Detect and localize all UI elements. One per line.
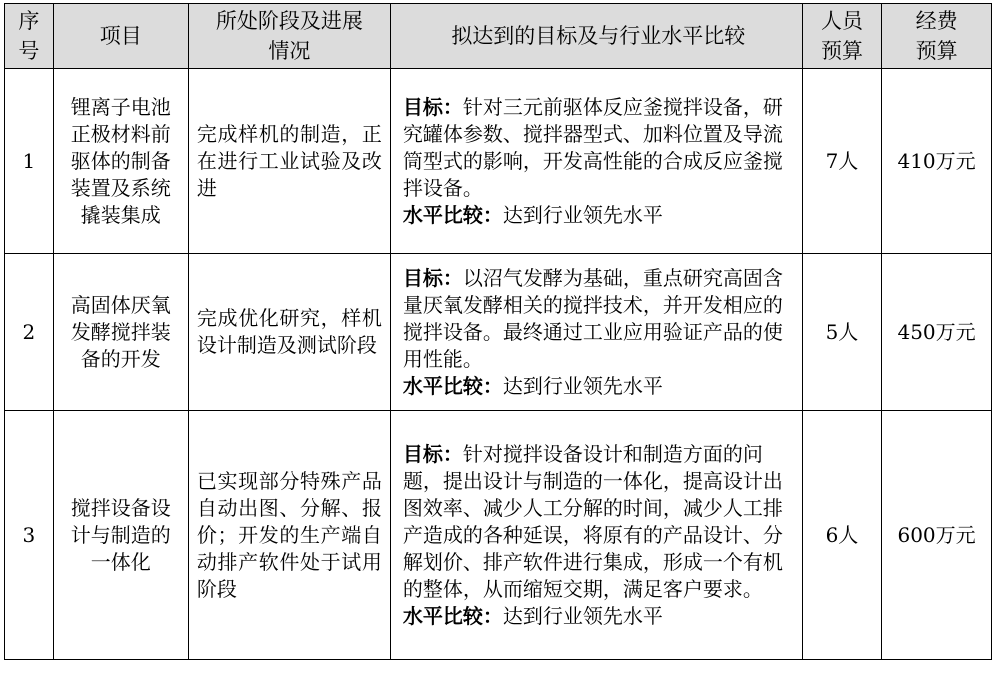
goal-label: 目标： bbox=[402, 94, 463, 119]
goal-text: 以沼气发酵为基础，重点研究高固含量厌氧发酵相关的搅拌技术，并开发相应的搅拌设备。最终通过工业应用验证产品的使用性能。 bbox=[402, 265, 783, 371]
row-number: 3 bbox=[5, 411, 54, 660]
project-goal bbox=[390, 411, 802, 660]
project-name: 高固体厌氧发酵搅拌装备的开发 bbox=[53, 254, 188, 411]
header-staff: 人员预算 bbox=[802, 4, 881, 69]
project-goal bbox=[390, 69, 802, 254]
row-number: 2 bbox=[5, 254, 54, 411]
goal-text: 针对三元前驱体反应釜搅拌设备，研究罐体参数、搅拌器型式、加料位置及导流筒型式的影响，开发高性能的合成反应釜搅拌设备。 bbox=[402, 94, 783, 200]
project-goal bbox=[390, 254, 802, 411]
staff-budget: 7人 bbox=[802, 69, 881, 254]
goal-label: 目标： bbox=[402, 265, 463, 290]
row-number: 1 bbox=[5, 69, 54, 254]
table-row bbox=[5, 69, 992, 254]
level-label: 水平比较： bbox=[402, 373, 503, 398]
staff-budget: 6人 bbox=[802, 411, 881, 660]
project-name: 锂离子电池正极材料前驱体的制备装置及系统撬装集成 bbox=[53, 69, 188, 254]
level-label: 水平比较： bbox=[402, 202, 503, 227]
header-funds: 经费预算 bbox=[882, 4, 992, 69]
goal-text: 针对搅拌设备设计和制造方面的问题，提出设计与制造的一体化，提高设计出图效率、减少人工分解的时间，减少人工排产造成的各种延误，将原有的产品设计、分解划价、排产软件进行集成，形成一个有机的整体，从而缩短交期，满足客户要求。 bbox=[402, 441, 783, 601]
rd-projects-table bbox=[4, 3, 992, 660]
level-label: 水平比较： bbox=[402, 603, 503, 628]
header-item: 项目 bbox=[53, 4, 188, 69]
table-row bbox=[5, 411, 992, 660]
level-text: 达到行业领先水平 bbox=[502, 373, 663, 398]
level-text: 达到行业领先水平 bbox=[502, 603, 663, 628]
project-stage: 已实现部分特殊产品自动出图、分解、报价；开发的生产端自动排产软件处于试用阶段 bbox=[188, 411, 390, 660]
funds-budget: 450万元 bbox=[882, 254, 992, 411]
project-stage: 完成优化研究，样机设计制造及测试阶段 bbox=[188, 254, 390, 411]
table-row bbox=[5, 254, 992, 411]
project-name: 搅拌设备设计与制造的一体化 bbox=[53, 411, 188, 660]
funds-budget: 600万元 bbox=[882, 411, 992, 660]
level-text: 达到行业领先水平 bbox=[502, 202, 663, 227]
staff-budget: 5人 bbox=[802, 254, 881, 411]
funds-budget: 410万元 bbox=[882, 69, 992, 254]
project-stage: 完成样机的制造，正在进行工业试验及改进 bbox=[188, 69, 390, 254]
header-row bbox=[5, 4, 992, 69]
goal-label: 目标： bbox=[402, 441, 463, 466]
header-target: 拟达到的目标及与行业水平比较 bbox=[390, 4, 802, 69]
header-no: 序号 bbox=[5, 4, 54, 69]
header-stage: 所处阶段及进展情况 bbox=[188, 4, 390, 69]
